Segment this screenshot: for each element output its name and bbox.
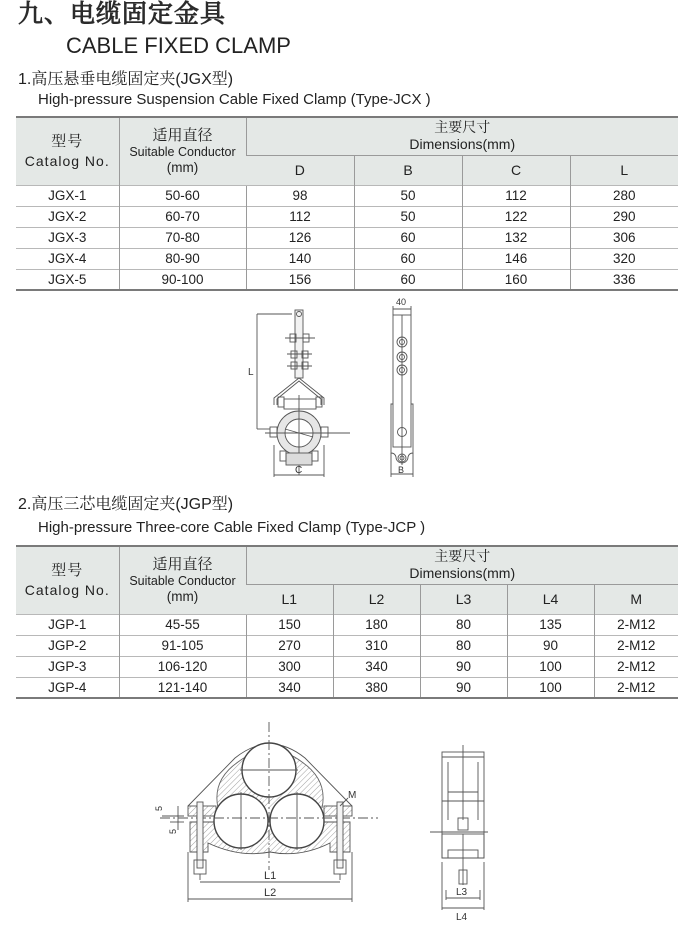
value-cell: 146 (462, 248, 570, 269)
value-cell: 126 (246, 227, 354, 248)
conductor-cell: 50-60 (119, 185, 246, 206)
catalog-cell: JGX-4 (16, 248, 119, 269)
jgp-spec-table (16, 545, 678, 699)
table-row (16, 185, 678, 206)
value-cell: 80 (420, 614, 507, 635)
value-cell: 290 (570, 206, 678, 227)
catalog-cell: JGP-1 (16, 614, 119, 635)
dim-col-header: L (570, 155, 678, 185)
value-cell: 2-M12 (594, 635, 678, 656)
value-cell: 280 (570, 185, 678, 206)
dim-label-l1: L1 (264, 870, 277, 882)
section-title-en: CABLE FIXED CLAMP (66, 33, 291, 58)
conductor-header: 适用直径 Suitable Conductor (mm) (119, 117, 246, 185)
value-cell: 2-M12 (594, 656, 678, 677)
table-row (16, 656, 678, 677)
value-cell: 156 (246, 269, 354, 290)
value-cell: 300 (246, 656, 333, 677)
value-cell: 132 (462, 227, 570, 248)
value-cell: 2-M12 (594, 677, 678, 698)
value-cell: 90 (420, 656, 507, 677)
conductor-cell: 106-120 (119, 656, 246, 677)
dim-label-l3: L3 (456, 887, 468, 898)
table-row (16, 248, 678, 269)
suspension-clamp-drawing (230, 295, 430, 485)
catalog-cell: JGP-4 (16, 677, 119, 698)
value-cell: 340 (333, 656, 420, 677)
catalog-header: 型号 Catalog No. (16, 546, 119, 614)
value-cell: 60 (354, 227, 462, 248)
dim-col-header: D (246, 155, 354, 185)
conductor-cell: 121-140 (119, 677, 246, 698)
dim-col-header: C (462, 155, 570, 185)
value-cell: 135 (507, 614, 594, 635)
product-2-heading-en: High-pressure Three-core Cable Fixed Clamp (Type-JCP ) (38, 519, 426, 536)
value-cell: 180 (333, 614, 420, 635)
table-row (16, 206, 678, 227)
value-cell: 60 (354, 248, 462, 269)
conductor-cell: 91-105 (119, 635, 246, 656)
value-cell: 100 (507, 656, 594, 677)
catalog-cell: JGX-3 (16, 227, 119, 248)
catalog-cell: JGP-3 (16, 656, 119, 677)
value-cell: 50 (354, 185, 462, 206)
catalog-cell: JGX-5 (16, 269, 119, 290)
dim-col-header: L4 (507, 584, 594, 614)
value-cell: 122 (462, 206, 570, 227)
jgx-spec-table (16, 116, 678, 291)
value-cell: 340 (246, 677, 333, 698)
value-cell: 60 (354, 269, 462, 290)
table-row (16, 635, 678, 656)
catalog-cell: JGX-1 (16, 185, 119, 206)
conductor-header: 适用直径 Suitable Conductor (mm) (119, 546, 246, 614)
value-cell: 320 (570, 248, 678, 269)
table-row (16, 614, 678, 635)
value-cell: 336 (570, 269, 678, 290)
dim-label-l2: L2 (264, 887, 277, 899)
dim-col-header: M (594, 584, 678, 614)
three-core-clamp-drawing (140, 710, 380, 928)
dim-label-c: C (295, 465, 303, 476)
catalog-cell: JGX-2 (16, 206, 119, 227)
value-cell: 160 (462, 269, 570, 290)
value-cell: 98 (246, 185, 354, 206)
value-cell: 100 (507, 677, 594, 698)
section-title-cn: 九、电缆固定金具 (18, 0, 227, 28)
value-cell: 140 (246, 248, 354, 269)
value-cell: 150 (246, 614, 333, 635)
product-2-heading-cn: 2.高压三芯电缆固定夹(JGP型) (18, 496, 234, 513)
dimensions-header: 主要尺寸 Dimensions(mm) (246, 546, 678, 584)
value-cell: 306 (570, 227, 678, 248)
value-cell: 2-M12 (594, 614, 678, 635)
catalog-cell: JGP-2 (16, 635, 119, 656)
conductor-cell: 80-90 (119, 248, 246, 269)
dim-label-gap-top: 5 (154, 805, 164, 811)
dim-col-header: L2 (333, 584, 420, 614)
dim-col-header: B (354, 155, 462, 185)
dimensions-header: 主要尺寸 Dimensions(mm) (246, 117, 678, 155)
value-cell: 112 (462, 185, 570, 206)
value-cell: 270 (246, 635, 333, 656)
value-cell: 80 (420, 635, 507, 656)
value-cell: 50 (354, 206, 462, 227)
product-1-heading-cn: 1.高压悬垂电缆固定夹(JGX型) (18, 71, 234, 88)
dim-col-header: L3 (420, 584, 507, 614)
catalog-header: 型号 Catalog No. (16, 117, 119, 185)
value-cell: 90 (507, 635, 594, 656)
dim-col-header: L1 (246, 584, 333, 614)
dim-label-l: L (248, 367, 254, 378)
dim-label-b: B (398, 465, 405, 475)
dim-label-m: M (348, 790, 357, 801)
conductor-cell: 60-70 (119, 206, 246, 227)
table-row (16, 227, 678, 248)
conductor-cell: 70-80 (119, 227, 246, 248)
value-cell: 380 (333, 677, 420, 698)
value-cell: 90 (420, 677, 507, 698)
conductor-cell: 90-100 (119, 269, 246, 290)
table-row (16, 677, 678, 698)
dim-label-gap-bottom: 5 (168, 828, 178, 834)
value-cell: 112 (246, 206, 354, 227)
dim-label-l4: L4 (456, 912, 468, 923)
three-core-clamp-side-drawing (410, 740, 520, 928)
conductor-cell: 45-55 (119, 614, 246, 635)
value-cell: 310 (333, 635, 420, 656)
table-row (16, 269, 678, 290)
dim-label-40: 40 (396, 297, 407, 307)
product-1-heading-en: High-pressure Suspension Cable Fixed Clamp (Type-JCX ) (38, 91, 431, 108)
